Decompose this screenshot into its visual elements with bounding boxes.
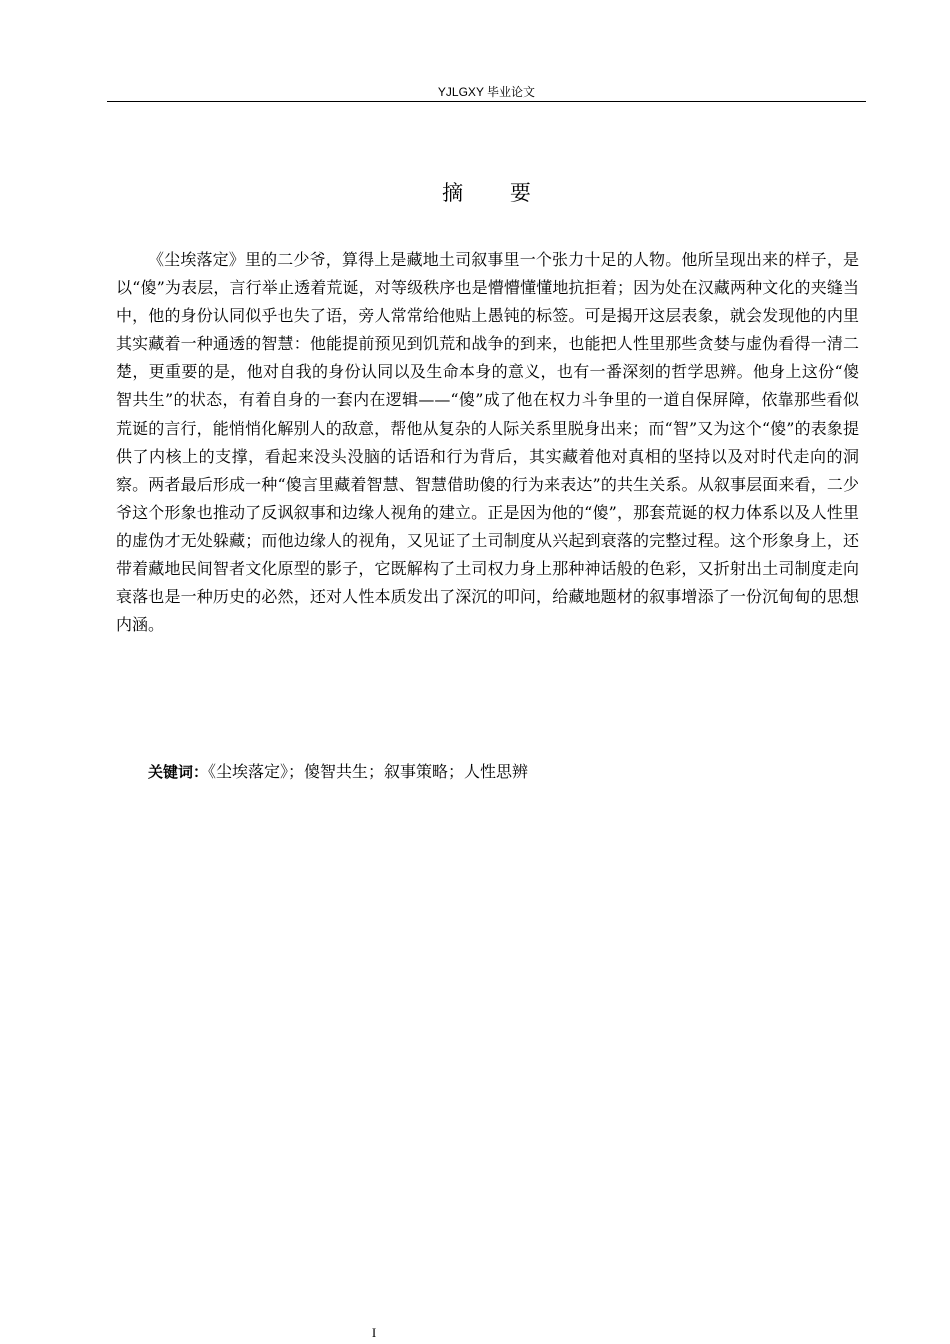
abstract-body: 《尘埃落定》里的二少爷，算得上是藏地土司叙事里一个张力十足的人物。他所呈现出来的样子，是以“傻”为表层，言行举止透着荒诞，对等级秩序也是懵懵懂懂地抗拒着；因为处在汉藏两种文化的夹缝当中，他的身份认同似乎也失了语，旁人常常给他贴上愚钝的标签。可是揭开这层表象，就会发现他的内里其实藏着一种通透的智慧：他能提前预见到饥荒和战争的到来，也能把人性里那些贪婪与虚伪看得一清二楚，更重要的是，他对自我的身份认同以及生命本身的意义，也有一番深刻的哲学思辨。他身上这份“傻智共生”的状态，有着自身的一套内在逻辑——“傻”成了他在权力斗争里的一道自保屏障，依靠那些看似荒诞的言行，能悄悄化解别人的敌意，帮他从复杂的人际关系里脱身出来；而“智”又为这个“傻”的表象提供了内核上的支撑，看起来没头没脑的话语和行为背后，其实藏着他对真相的坚持以及对时代走向的洞察。两者最后形成一种“傻言里藏着智慧、智慧借助傻的行为来表达”的共生关系。从叙事层面来看，二少爷这个形象也推动了反讽叙事和边缘人视角的建立。正是因为他的“傻”，那套荒诞的权力体系以及人性里的虚伪才无处躲藏；而他边缘人的视角，又见证了土司制度从兴起到衰落的完整过程。这个形象身上，还带着藏地民间智者文化原型的影子，它既解构了土司权力身上那种神话般的色彩，又折射出土司制度走向衰落也是一种历史的必然，还对人性本质发出了深沉的叩问，给藏地题材的叙事增添了一份沉甸甸的思想内涵。 (116, 250, 859, 635)
page-title: 摘 要 (442, 181, 551, 205)
keywords-value: 《尘埃落定》；傻智共生；叙事策略；人性思辨 (208, 762, 529, 781)
page-number: I (371, 1325, 377, 1340)
keywords-label: 关键词： (148, 763, 209, 781)
keywords-line (148, 758, 859, 786)
page-header: YJLGXY 毕业论文 (437, 85, 536, 99)
header-rule (107, 101, 866, 102)
